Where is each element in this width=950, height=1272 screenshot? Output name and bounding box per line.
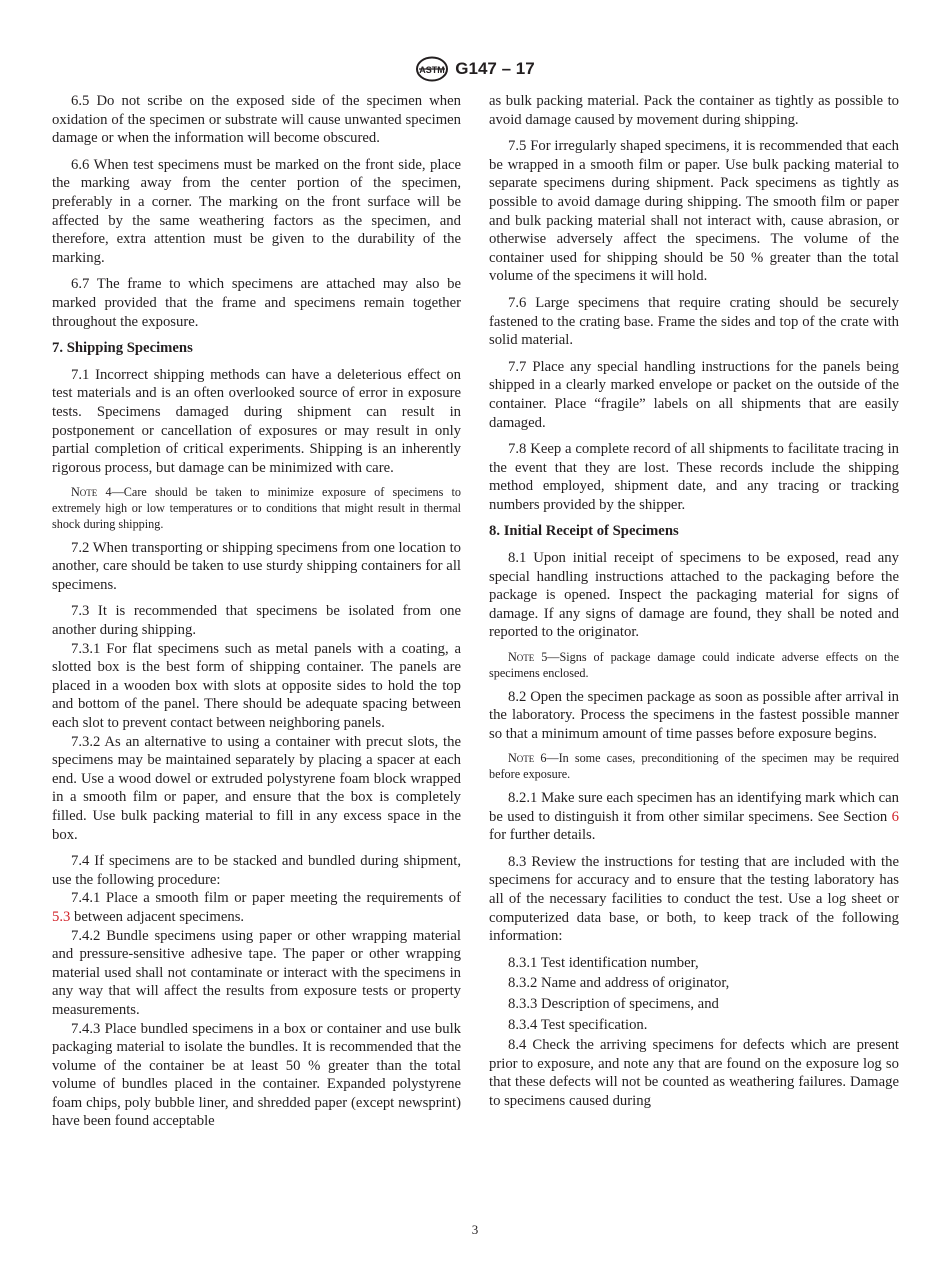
paragraph-text: 7.4.1 Place a smooth film or paper meeting the requirements of [71,890,461,907]
note-label: Note [508,751,535,766]
list-item: 8.3.3 Description of specimens, and [508,995,719,1012]
cross-reference-link[interactable]: 6 [891,808,899,825]
paragraph: 7.5 For irregularly shaped specimens, it is recommended that each be wrapped in a smooth film or paper. Use bulk packing material to separate specimens during shipment. Pack specimens as tightly as possible to avoid damage during shipping. The smooth film or paper and bulk packing material shall not interact with, cause abrasion, or otherwise adversely affect the specimens. The volume of the container used for shipping should be 50 % greater than the total volume of the specimens it will hold. [489,138,899,285]
paragraph [52,889,461,926]
paragraph-text: between adjacent specimens. [70,908,245,925]
left-column [52,92,461,1131]
page-header [0,55,950,83]
paragraph: 8.4 Check the arriving specimens for defects which are present prior to exposure, and note any that are found on the exposure log so that these defects will not be counted as weathering failures. Damage to specimens caused during [489,1037,899,1109]
list-item: 8.3.4 Test specification. [508,1016,648,1033]
paragraph-text: for further details. [489,827,596,844]
note-text: 4—Care should be taken to minimize exposure of specimens to extremely high or low temperatures or to conditions that might result in thermal shock during shipping. [52,485,461,531]
note [52,485,461,532]
note [489,751,899,783]
paragraph: 7.7 Place any special handling instructions for the panels being shipped in a clearly marked envelope or packet on the outside of the container. Place “fragile” labels on all shipments that are easily damaged. [489,358,899,431]
paragraph: 6.7 The frame to which specimens are attached may also be marked provided that the frame and specimens remain together throughout the exposure. [52,276,461,330]
note [489,650,899,682]
list-item: 8.3.1 Test identification number, [508,954,699,971]
paragraph [489,789,899,845]
paragraph: 7.4.3 Place bundled specimens in a box or container and use bulk packaging material to isolate the bundles. It is recommended that the volume of the container be at least 50 % greater than the total volume of bundles placed in the container. Expanded polystyrene foam chips, poly bubble liner, and shredded paper (except newsprint) have been found acceptable [52,1020,461,1130]
cross-reference-link[interactable]: 5.3 [52,908,71,925]
right-column [489,92,899,1119]
paragraph: as bulk packing material. Pack the container as tightly as possible to avoid damage caused by movement during shipping. [489,93,899,128]
paragraph-text: 8.2.1 Make sure each specimen has an identifying mark which can be used to distinguish it from other similar specimens. See Section [489,790,899,825]
list-item: 8.3.2 Name and address of originator, [508,975,730,992]
paragraph: 7.4.2 Bundle specimens using paper or other wrapping material and pressure-sensitive adhesive tape. The paper or other wrapping material used shall not contaminate or interact with the specimens in any way that will affect the results from exposure tests or property measurements. [52,927,461,1018]
paragraph: 7.3.2 As an alternative to using a container with precut slots, the specimens may be maintained separately by placing a spacer at each end. Use a wood dowel or extruded polystyrene foam block wrapped in a smooth film or paper, and ensure that the box is completely filled. Use bulk packing material to fill in any excess space in the box. [52,733,461,843]
paragraph: 7.2 When transporting or shipping specimens from one location to another, care should be taken to use sturdy shipping containers for all specimens. [52,539,461,593]
section-heading: 8. Initial Receipt of Specimens [489,523,679,540]
note-label: Note [508,650,535,665]
paragraph: 7.6 Large specimens that require crating should be securely fastened to the crating base. Frame the sides and top of the crate with solid material. [489,294,899,349]
paragraph: 7.8 Keep a complete record of all shipments to facilitate tracing in the event that they are lost. These records include the shipping method employed, shipment date, and any tracing or tracking numbers provided by the shipper. [489,441,899,513]
paragraph: 8.3 Review the instructions for testing that are included with the specimens for accuracy and to ensure that the testing laboratory has all of the necessary facilities to conduct the test. Use a log sheet or computerized data base, or both, to keep track of the following information: [489,853,899,945]
note-label: Note [71,485,98,500]
paragraph: 8.1 Upon initial receipt of specimens to be exposed, read any special handling instructions attached to the packaging before the package is opened. Inspect the packaging material for signs of damage. If any signs of damage are found, they shall be noted and reported to the originator. [489,550,899,641]
paragraph: 8.2 Open the specimen package as soon as possible after arrival in the laboratory. Process the specimens in the fastest possible manner so that a minimum amount of time passes before exposure begins. [489,688,899,742]
section-heading: 7. Shipping Specimens [52,340,193,357]
paragraph: 7.4 If specimens are to be stacked and bundled during shipment, use the following procedure: [52,853,461,888]
page-number: 3 [471,1222,479,1237]
paragraph: 6.5 Do not scribe on the exposed side of the specimen when oxidation of the specimen or substrate will cause unwanted specimen damage or when the information will become obscured. [52,93,461,147]
note-text: 6—In some cases, preconditioning of the specimen may be required before exposure. [489,751,899,782]
note-text: 5—Signs of package damage could indicate adverse effects on the specimens enclosed. [489,650,899,680]
paragraph: 7.3 It is recommended that specimens be isolated from one another during shipping. [52,603,461,639]
paragraph: 7.3.1 For flat specimens such as metal panels with a coating, a slotted box is the best form of shipping container. The panels are placed in a wooden box with slots at opposite sides to hold the top and bottom of the panel. There should be adequate spacing between each slot to prevent contact between neighboring panels. [52,640,461,732]
astm-logo-icon [415,56,449,82]
paragraph: 6.6 When test specimens must be marked on the front side, place the marking away from the center portion of the specimen, preferably in a corner. The marking on the front surface will be affected by the same weathering factors as the specimen, and therefore, extra attention must be given to the durability of the marking. [52,156,461,266]
logo-text: ASTM [419,65,446,75]
document-id: G147 – 17 [455,59,535,78]
paragraph: 7.1 Incorrect shipping methods can have a deleterious effect on test materials and is an often overlooked source of error in exposure tests. Specimens damaged during shipment can result in postponement or cancellation of exposures or may result in only partial completion of critical experiments. Shipping is an inherently rigorous process, but damage can be minimized with care. [52,366,461,476]
